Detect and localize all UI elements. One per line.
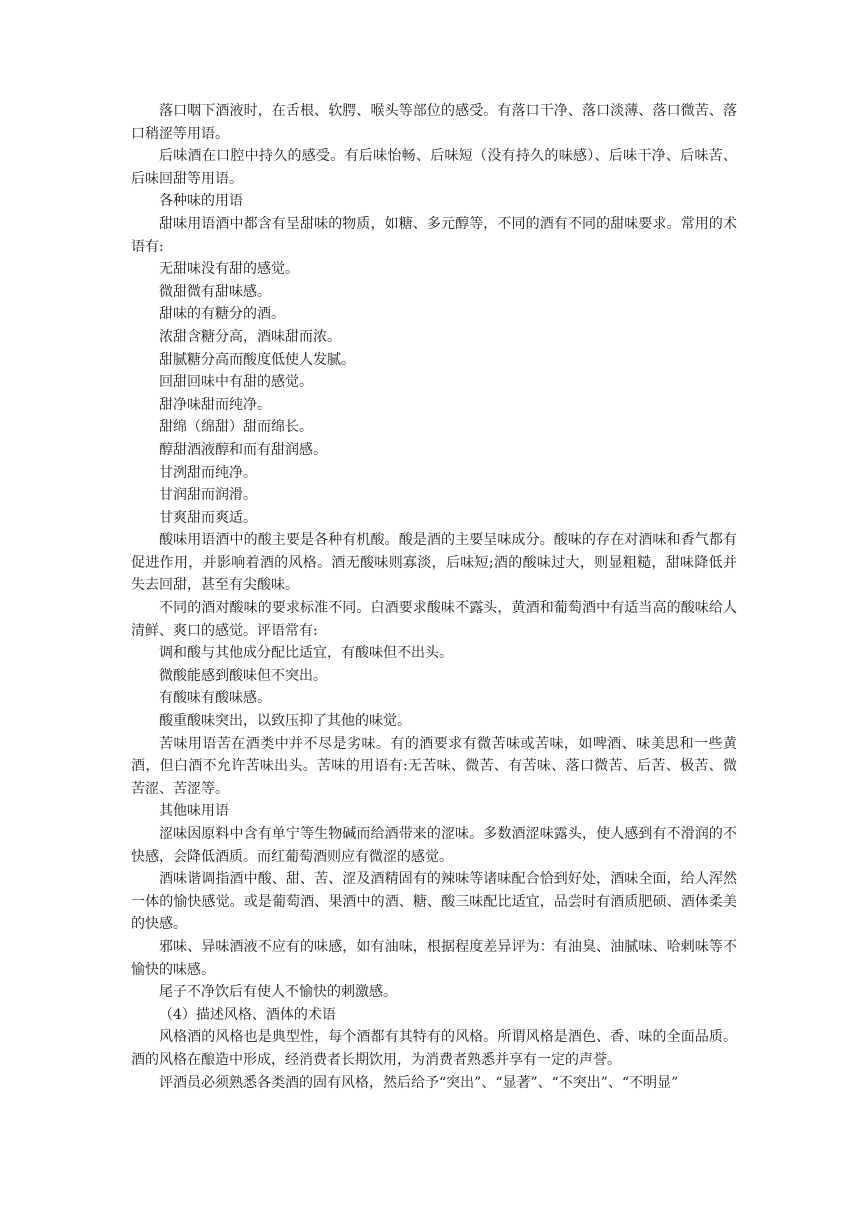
list-item: 甜腻糖分高而酸度低使人发腻。 [159,351,355,368]
paragraph-astringent: 涩味因原料中含有单宁等生物碱而给酒带来的涩味。多数酒涩味露头，使人感到有不滑润的不快感，会降低酒质。而红葡萄酒则应有微涩的感觉。 [131,826,737,865]
paragraph-style: 风格酒的风格也是典型性，每个酒都有其特有的风格。所谓风格是酒色、香、味的全面品质。酒的风格在酿造中形成，经消费者长期饮用，为消费者熟悉并享有一定的声誉。 [131,1029,737,1068]
list-item: 微甜微有甜味感。 [159,283,271,300]
paragraph-aftertaste-swallow: 落口咽下酒液时，在舌根、软腭、喉头等部位的感受。有落口干净、落口淡薄、落口微苦、落口稍涩等用语。 [131,103,737,142]
list-item: 甜绵（绵甜）甜而绵长。 [159,419,313,436]
list-item: 甜味的有糖分的酒。 [159,306,285,323]
paragraph-aftertaste-lingering: 后味酒在口腔中持久的感受。有后味怡畅、后味短（没有持久的味感）、后味干净、后味苦、后味回甜等用语。 [131,148,737,187]
paragraph-sour-standards: 不同的酒对酸味的要求标准不同。白酒要求酸味不露头，黄酒和葡萄酒中有适当高的酸味给人清鲜、爽口的感觉。评语常有: [131,600,737,639]
list-item: 醇甜酒液醇和而有甜润感。 [159,441,327,458]
paragraph-off-taste: 邪味、异味酒液不应有的味感，如有油味，根据程度差异评为：有油臭、油腻味、哈剌味等不愉快的味感。 [131,938,737,978]
list-item: 有酸味有酸味感。 [159,690,271,707]
list-item: 甘爽甜而爽适。 [159,509,257,526]
paragraph-unclean-finish: 尾子不净饮后有使人不愉快的刺激感。 [159,984,397,1001]
paragraph-sour-terms: 酸味用语酒中的酸主要是各种有机酸。酸是酒的主要呈味成分。酸味的存在对酒味和香气都有促进作用，并影响着酒的风格。酒无酸味则寡淡，后味短;酒的酸味过大，则显粗糙，甜味降低并失去回甜，甚至有尖酸味。 [131,532,737,594]
list-item: 酸重酸味突出，以致压抑了其他的味觉。 [159,713,411,730]
list-item: 调和酸与其他成分配比适宜，有酸味但不出头。 [159,645,453,662]
list-item: 甘洌甜而纯净。 [159,464,257,481]
paragraph-sweet-terms: 甜味用语酒中都含有呈甜味的物质，如糖、多元醇等，不同的酒有不同的甜味要求。常用的术语有: [131,215,737,255]
list-item: 甘润甜而润滑。 [159,487,257,504]
list-item: 回甜回味中有甜的感觉。 [159,374,313,391]
paragraph-bitter-terms: 苦味用语苦在酒类中并不尽是劣味。有的酒要求有微苦味或苦味，如啤酒、味美思和一些黄酒，但白酒不允许苦味出头。苦味的用语有:无苦味、微苦、有苦味、落口微苦、后苦、极苦、微苦涩、苦涩等。 [131,735,737,797]
section-heading-taste-terms: 各种味的用语 [159,193,243,210]
section-heading-other-taste: 其他味用语 [159,803,229,820]
list-item: 无甜味没有甜的感觉。 [159,261,299,278]
list-item: 甜净味甜而纯净。 [159,396,271,413]
paragraph-style-evaluation: 评酒员必须熟悉各类酒的固有风格，然后给予“突出”、“显著”、“不突出”、“不明显” [159,1074,679,1091]
list-item: 浓甜含糖分高，酒味甜而浓。 [159,328,341,345]
section-heading-style: （4）描述风格、酒体的术语 [159,1006,336,1023]
document-page [131,100,737,1094]
list-item: 微酸能感到酸味但不突出。 [159,667,327,684]
paragraph-harmony: 酒味谐调指酒中酸、甜、苦、涩及酒精固有的辣味等诸味配合恰到好处，酒味全面，给人浑然一体的愉快感觉。或是葡萄酒、果酒中的酒、糖、酸三味配比适宜，品尝时有酒质肥硕、酒体柔美的快感。 [131,871,737,933]
